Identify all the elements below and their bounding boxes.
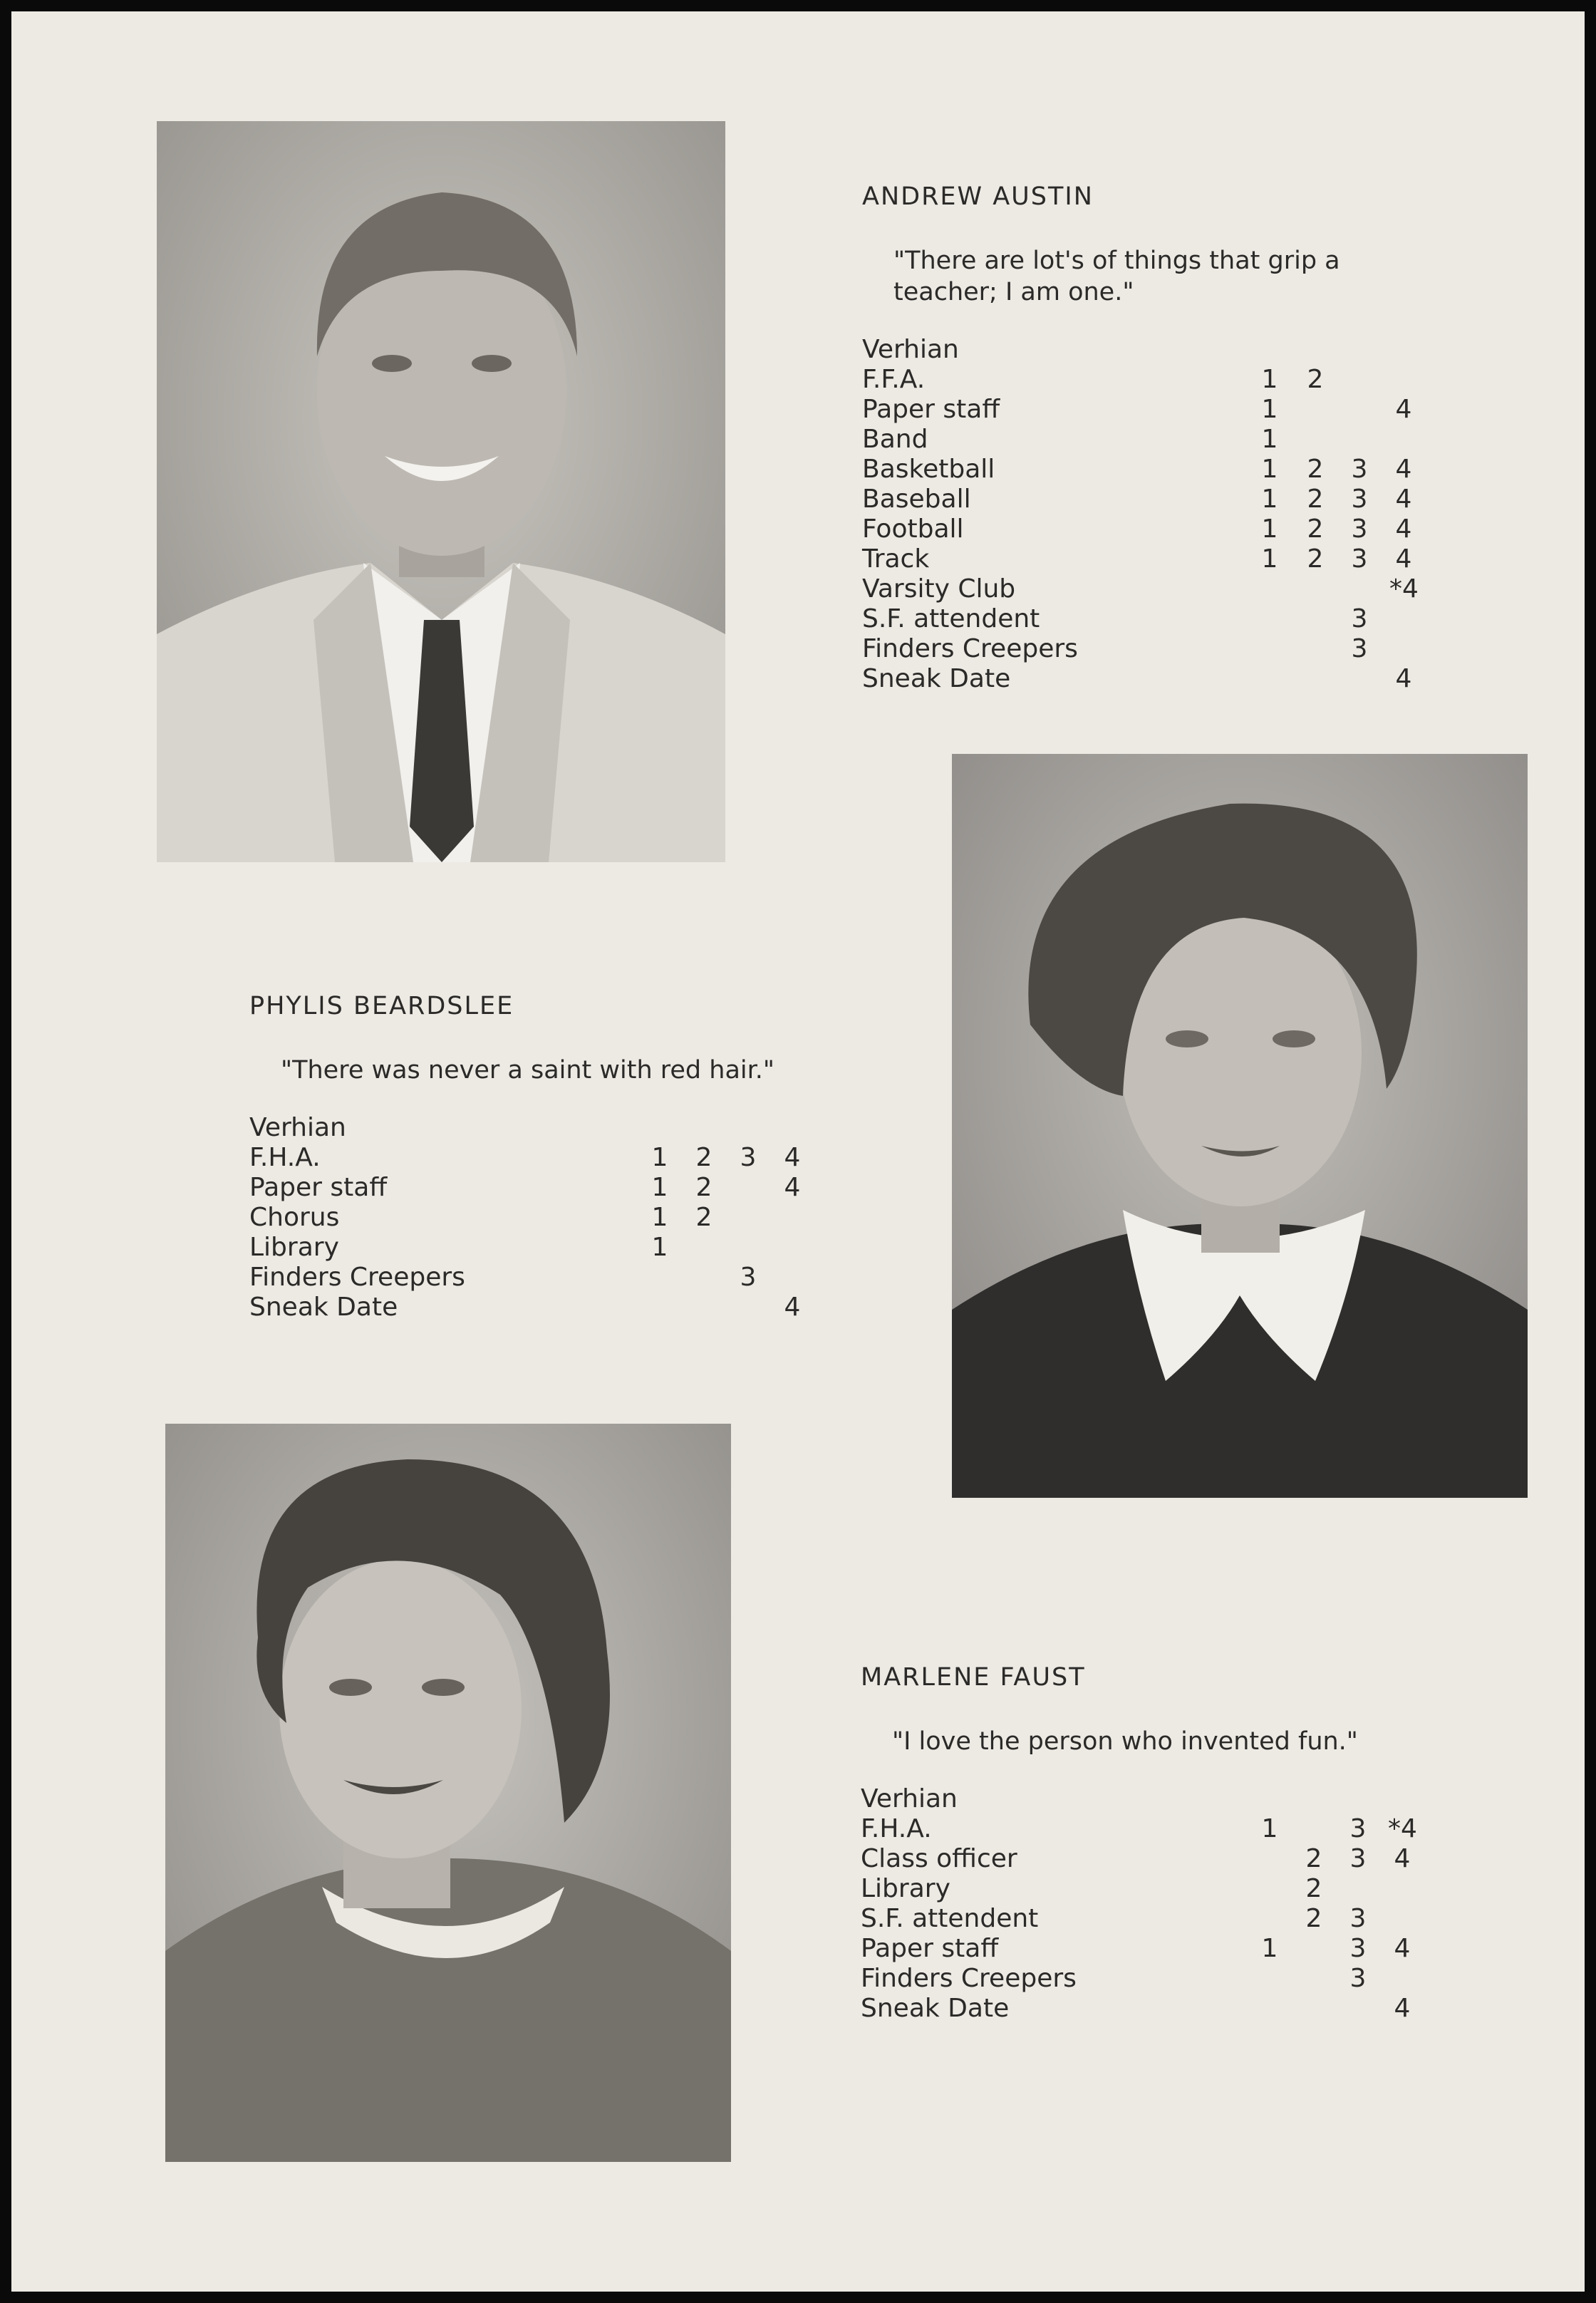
- portrait-phylis-beardslee: [952, 754, 1528, 1498]
- activity-label: Verhian: [249, 1113, 346, 1142]
- activity-year: *4: [1388, 1814, 1417, 1843]
- entry-andrew-austin: [862, 182, 1446, 694]
- activity-year: 1: [1261, 514, 1278, 544]
- activity-year: 4: [1395, 455, 1412, 484]
- activity-row: [862, 455, 1446, 485]
- activity-year: 2: [1307, 455, 1324, 484]
- activity-year: 1: [1261, 365, 1278, 394]
- activity-row: [249, 1113, 834, 1143]
- activity-year: 2: [695, 1203, 712, 1232]
- activity-row: [249, 1233, 834, 1263]
- activity-label: Track: [862, 544, 930, 574]
- activity-label: Finders Creepers: [249, 1263, 465, 1292]
- activity-label: F.F.A.: [862, 365, 926, 394]
- activity-row: [861, 1904, 1445, 1934]
- activity-label: Chorus: [249, 1203, 340, 1232]
- activity-year: 2: [695, 1143, 712, 1172]
- activity-year: 1: [1261, 485, 1278, 514]
- activity-label: Football: [862, 514, 964, 544]
- activity-row: [861, 1844, 1445, 1874]
- activity-year: 2: [1307, 514, 1324, 544]
- activity-row: [862, 634, 1446, 664]
- activity-label: F.H.A.: [249, 1143, 321, 1172]
- activity-row: [249, 1203, 834, 1233]
- activity-year: 4: [1395, 544, 1412, 574]
- activity-year: 2: [695, 1173, 712, 1202]
- entry-marlene-faust: [861, 1663, 1445, 2024]
- activity-year: 3: [1351, 544, 1368, 574]
- activity-year: 1: [1261, 544, 1278, 574]
- activity-list: [862, 335, 1446, 694]
- activity-row: [861, 1814, 1445, 1844]
- activity-year: 3: [1349, 1844, 1367, 1873]
- activity-year: 3: [740, 1143, 757, 1172]
- activity-year: 4: [1394, 1934, 1411, 1963]
- student-quote: "There was never a saint with red hair.": [281, 1056, 775, 1085]
- activity-label: Finders Creepers: [861, 1964, 1077, 1993]
- activity-year: 2: [1305, 1844, 1322, 1873]
- portrait-marlene-faust: [165, 1424, 731, 2162]
- activity-label: S.F. attendent: [862, 604, 1040, 633]
- activity-row: [862, 365, 1446, 395]
- activity-year: 3: [1349, 1814, 1367, 1843]
- activity-label: S.F. attendent: [861, 1904, 1039, 1933]
- activity-year: 1: [651, 1203, 668, 1232]
- activity-label: Sneak Date: [861, 1994, 1010, 2023]
- activity-label: Paper staff: [861, 1934, 999, 1963]
- student-name: PHYLIS BEARDSLEE: [249, 992, 514, 1020]
- activity-row: [249, 1293, 834, 1323]
- student-quote: "I love the person who invented fun.": [892, 1727, 1358, 1756]
- activity-label: Sneak Date: [862, 664, 1011, 693]
- activity-year: 4: [1394, 1994, 1411, 2023]
- activity-row: [862, 425, 1446, 455]
- activity-label: Band: [862, 425, 928, 454]
- activity-year: 1: [651, 1233, 668, 1262]
- activity-year: 3: [1349, 1964, 1367, 1993]
- activity-label: Verhian: [862, 335, 959, 364]
- activity-row: [249, 1173, 834, 1203]
- portrait-andrew-austin: [157, 121, 725, 862]
- activity-row: [862, 604, 1446, 634]
- activity-year: 3: [1351, 455, 1368, 484]
- activity-label: Varsity Club: [862, 574, 1016, 604]
- activity-row: [862, 395, 1446, 425]
- activity-label: Paper staff: [249, 1173, 388, 1202]
- activity-label: Finders Creepers: [862, 634, 1078, 663]
- activity-label: Verhian: [861, 1784, 958, 1813]
- activity-year: 3: [1351, 485, 1368, 514]
- activity-year: 1: [1261, 395, 1278, 424]
- activity-year: 4: [784, 1143, 801, 1172]
- activity-list: [249, 1113, 834, 1323]
- activity-year: 3: [1351, 514, 1368, 544]
- activity-year: 2: [1305, 1904, 1322, 1933]
- activity-label: Basketball: [862, 455, 995, 484]
- student-quote: "There are lot's of things that grip a teacher; I am one.": [893, 247, 1340, 306]
- activity-row: [862, 574, 1446, 604]
- activity-year: 4: [1395, 395, 1412, 424]
- yearbook-page: [11, 11, 1585, 2292]
- activity-year: 1: [651, 1173, 668, 1202]
- activity-row: [861, 1964, 1445, 1994]
- activity-year: 3: [1351, 604, 1368, 633]
- activity-row: [249, 1263, 834, 1293]
- activity-row: [862, 544, 1446, 574]
- activity-label: Library: [249, 1233, 339, 1262]
- activity-year: *4: [1389, 574, 1419, 604]
- activity-row: [861, 1994, 1445, 2024]
- activity-year: 3: [1351, 634, 1368, 663]
- activity-label: Paper staff: [862, 395, 1000, 424]
- student-name: MARLENE FAUST: [861, 1663, 1086, 1692]
- activity-row: [862, 335, 1446, 365]
- activity-year: 4: [1395, 514, 1412, 544]
- activity-year: 1: [1261, 1934, 1278, 1963]
- activity-year: 4: [784, 1173, 801, 1202]
- activity-label: Baseball: [862, 485, 971, 514]
- activity-label: Library: [861, 1874, 950, 1903]
- activity-year: 3: [740, 1263, 757, 1292]
- activity-year: 2: [1307, 365, 1324, 394]
- activity-year: 4: [1395, 485, 1412, 514]
- activity-label: Sneak Date: [249, 1293, 398, 1322]
- entry-phylis-beardslee: [249, 992, 834, 1323]
- activity-row: [861, 1874, 1445, 1904]
- activity-row: [861, 1784, 1445, 1814]
- activity-year: 4: [1394, 1844, 1411, 1873]
- activity-list: [861, 1784, 1445, 2024]
- activity-year: 1: [1261, 1814, 1278, 1843]
- activity-row: [862, 485, 1446, 514]
- activity-year: 2: [1305, 1874, 1322, 1903]
- activity-row: [862, 514, 1446, 544]
- activity-row: [862, 664, 1446, 694]
- activity-year: 1: [1261, 425, 1278, 454]
- activity-year: 2: [1307, 485, 1324, 514]
- activity-year: 3: [1349, 1934, 1367, 1963]
- activity-label: F.H.A.: [861, 1814, 932, 1843]
- activity-row: [861, 1934, 1445, 1964]
- activity-year: 3: [1349, 1904, 1367, 1933]
- student-name: ANDREW AUSTIN: [862, 182, 1094, 211]
- activity-year: 1: [651, 1143, 668, 1172]
- activity-year: 1: [1261, 455, 1278, 484]
- activity-year: 4: [784, 1293, 801, 1322]
- activity-label: Class officer: [861, 1844, 1017, 1873]
- activity-year: 2: [1307, 544, 1324, 574]
- activity-year: 4: [1395, 664, 1412, 693]
- activity-row: [249, 1143, 834, 1173]
